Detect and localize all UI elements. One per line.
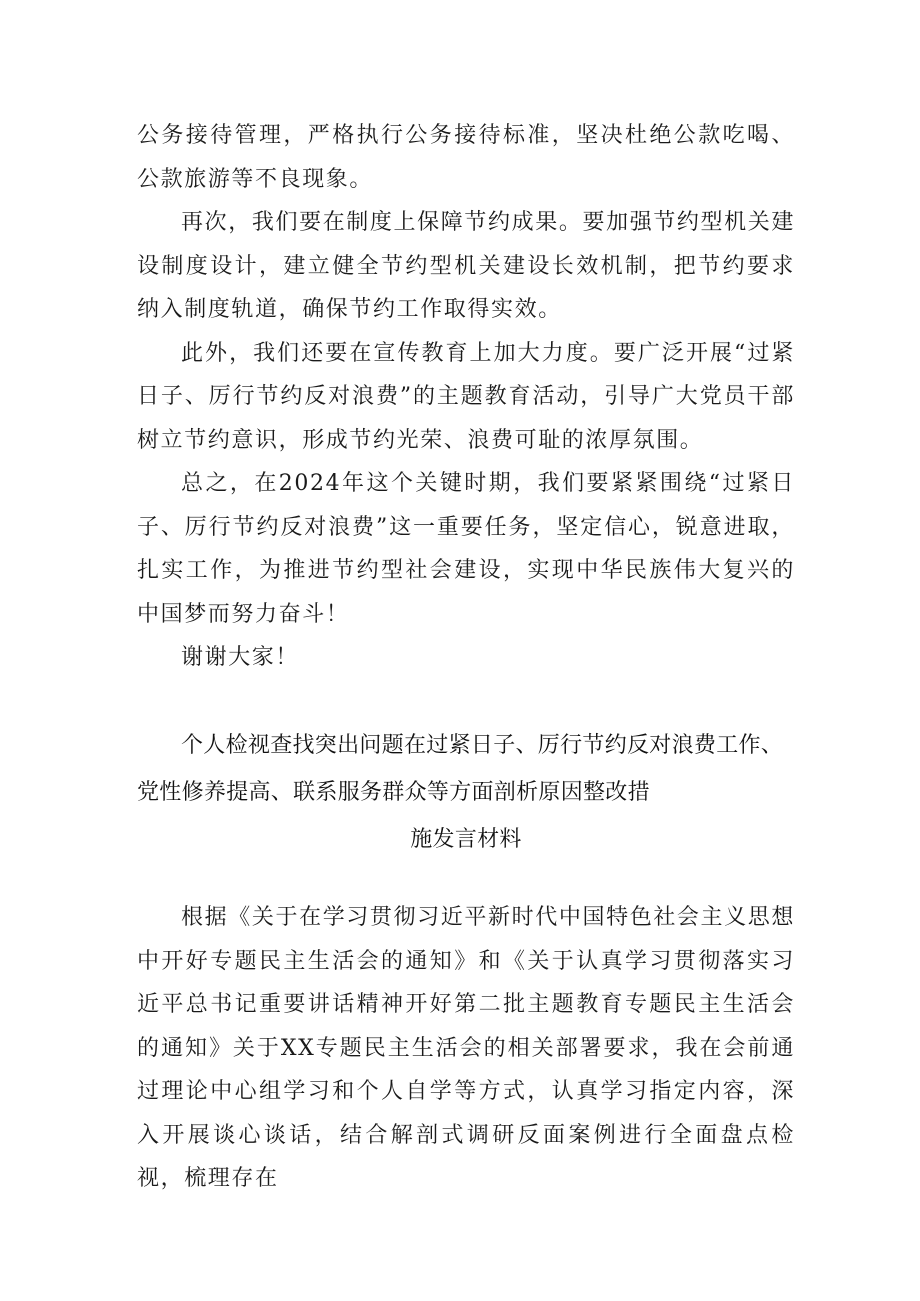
- title-line-1: 个人检视查找突出问题在过紧日子、厉行节约反对浪费工作、: [181, 733, 784, 758]
- title-line-3: 施发言材料: [410, 827, 522, 852]
- title-line-2: 党性修养提高、联系服务群众等方面剖析原因整改措: [137, 780, 650, 805]
- body-text-bottom: [137, 896, 795, 1201]
- paragraph: 再次，我们要在制度上保障节约成果。要加强节约型机关建设制度设计，建立健全节约型机关建设长效机制，把节约要求纳入制度轨道，确保节约工作取得实效。: [137, 210, 795, 322]
- paragraph: 根据《关于在学习贯彻习近平新时代中国特色社会主义思想中开好专题民主生活会的通知》和《关于认真学习贯彻落实习近平总书记重要讲话精神开好第二批主题教育专题民主生活会的通知》关于XX专题民主生活会的相关部署要求，我在会前通过理论中心组学习和个人自学等方式，认真学习指定内容，深入开展谈心谈话，结合解剖式调研反面案例进行全面盘点检视，梳理存在: [137, 905, 795, 1191]
- body-text-top: [137, 114, 795, 680]
- document-title: [137, 722, 817, 863]
- paragraph-closing: 谢谢大家！: [181, 645, 300, 670]
- paragraph-continued: 公务接待管理，严格执行公务接待标准，坚决杜绝公款吃喝、公款旅游等不良现象。: [137, 123, 795, 192]
- paragraph: 总之，在2024年这个关键时期，我们要紧紧围绕“过紧日子、厉行节约反对浪费”这一重要任务，坚定信心，锐意进取，扎实工作，为推进节约型社会建设，实现中华民族伟大复兴的中国梦而努力奋斗！: [137, 471, 795, 627]
- paragraph: 此外，我们还要在宣传教育上加大力度。要广泛开展“过紧日子、厉行节约反对浪费”的主题教育活动，引导广大党员干部树立节约意识，形成节约光荣、浪费可耻的浓厚氛围。: [137, 340, 795, 453]
